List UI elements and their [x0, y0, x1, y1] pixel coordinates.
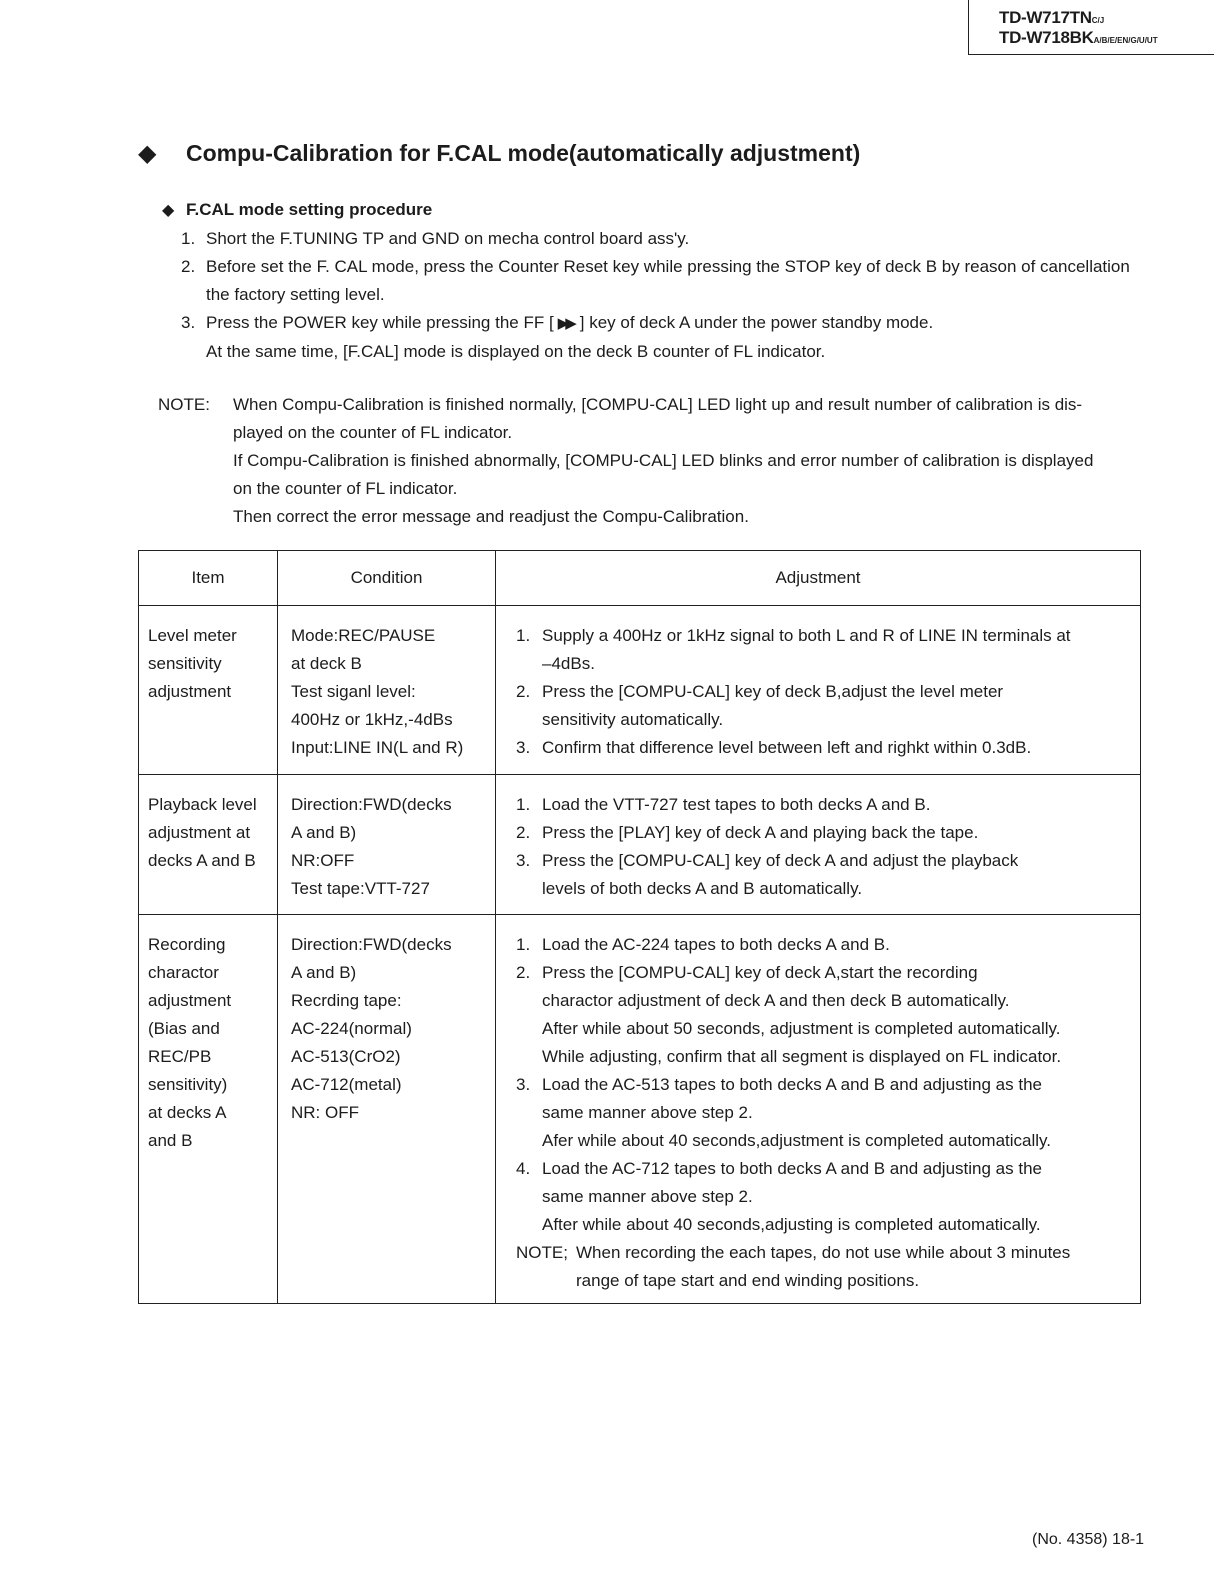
condition-cell: Direction:FWD(decks A and B) NR:OFF Test tape:VTT-727 — [278, 775, 496, 915]
adjustment-table — [138, 550, 1141, 1304]
list-item: 3. Confirm that difference level between left and righkt within 0.3dB. — [516, 738, 1032, 757]
header-condition: Condition — [278, 551, 496, 606]
list-item: 1. Supply a 400Hz or 1kHz signal to both L and R of LINE IN terminals at –4dBs. — [516, 626, 1071, 673]
condition-cell: Direction:FWD(decks A and B) Recrding tape: AC-224(normal) AC-513(CrO2) AC-712(metal) NR: OFF — [278, 915, 496, 1304]
procedure-step: 3. Press the POWER key while pressing the FF [ ▶▶ ] key of deck A under the power standby mode. At the same time, [F.CAL] mode is displayed on the deck B counter of FL indicator. — [181, 313, 934, 361]
adjustment-cell — [496, 606, 1141, 775]
diamond-bullet-icon: ◆ — [162, 202, 175, 219]
header-item: Item — [139, 551, 278, 606]
table-header-row — [139, 551, 1141, 606]
model-line-1: TD-W717TNC/J — [999, 8, 1105, 27]
header-adjustment: Adjustment — [496, 551, 1141, 606]
item-cell: Level meter sensitivity adjustment — [139, 606, 278, 775]
list-item: 4. Load the AC-712 tapes to both decks A and B and adjusting as the same manner above step 2. After while about 40 seconds,adjusting is completed automatically. — [516, 1159, 1042, 1234]
list-item: 1. Load the AC-224 tapes to both decks A and B. — [516, 935, 890, 954]
adjustment-cell — [496, 775, 1141, 915]
table-note: NOTE; When recording the each tapes, do not use while about 3 minutes range of tape start and end winding positions. — [516, 1243, 1071, 1290]
list-item: 2. Press the [COMPU-CAL] key of deck A,start the recording charactor adjustment of deck A and then deck B automatically. After while about 50 seconds, adjustment is completed automatically. While adjusting, confirm that all segment is displayed on FL indicator. — [516, 963, 1062, 1066]
model-number-box — [968, 0, 1214, 55]
note-block: NOTE: When Compu-Calibration is finished normally, [COMPU-CAL] LED light up and result number of calibration is dis- played on the counter of FL indicator. If Compu-Calibration is finished abnormally, [COMPU-CAL] LED blinks and error number of calibration is displayed on the counter of FL indicator. Then correct the error message and readjust the Compu-Calibration. — [158, 395, 1094, 526]
diamond-bullet-icon: ◆ — [138, 140, 157, 167]
list-item: 1. Load the VTT-727 test tapes to both decks A and B. — [516, 795, 931, 814]
item-cell: Recording charactor adjustment (Bias and REC/PB sensitivity) at decks A and B — [139, 915, 278, 1304]
table-row — [139, 775, 1141, 915]
model-line-2: TD-W718BKA/B/E/EN/G/U/UT — [999, 28, 1158, 47]
list-item: 2. Press the [COMPU-CAL] key of deck B,adjust the level meter sensitivity automatically. — [516, 682, 1004, 729]
page-title: ◆ Compu-Calibration for F.CAL mode(automatically adjustment) — [138, 140, 861, 167]
procedure-step: 1. Short the F.TUNING TP and GND on mecha control board ass'y. — [181, 229, 690, 248]
page-number: (No. 4358) 18-1 — [1032, 1531, 1145, 1548]
procedure-steps — [181, 225, 1161, 366]
condition-cell: Mode:REC/PAUSE at deck B Test siganl level: 400Hz or 1kHz,-4dBs Input:LINE IN(L and R) — [278, 606, 496, 775]
list-item: 3. Load the AC-513 tapes to both decks A and B and adjusting as the same manner above step 2. Afer while about 40 seconds,adjustment is completed automatically. — [516, 1075, 1052, 1150]
list-item: 2. Press the [PLAY] key of deck A and playing back the tape. — [516, 823, 979, 842]
table-row — [139, 606, 1141, 775]
procedure-step: 2. Before set the F. CAL mode, press the Counter Reset key while pressing the STOP key of deck B by reason of cancellation the factory setting level. — [181, 257, 1130, 304]
table-row — [139, 915, 1141, 1304]
procedure-heading: ◆ F.CAL mode setting procedure — [162, 199, 432, 222]
adjustment-cell — [496, 915, 1141, 1304]
list-item: 3. Press the [COMPU-CAL] key of deck A and adjust the playback levels of both decks A and B automatically. — [516, 851, 1019, 898]
item-cell: Playback level adjustment at decks A and B — [139, 775, 278, 915]
fast-forward-icon: ▶▶ — [557, 315, 573, 332]
